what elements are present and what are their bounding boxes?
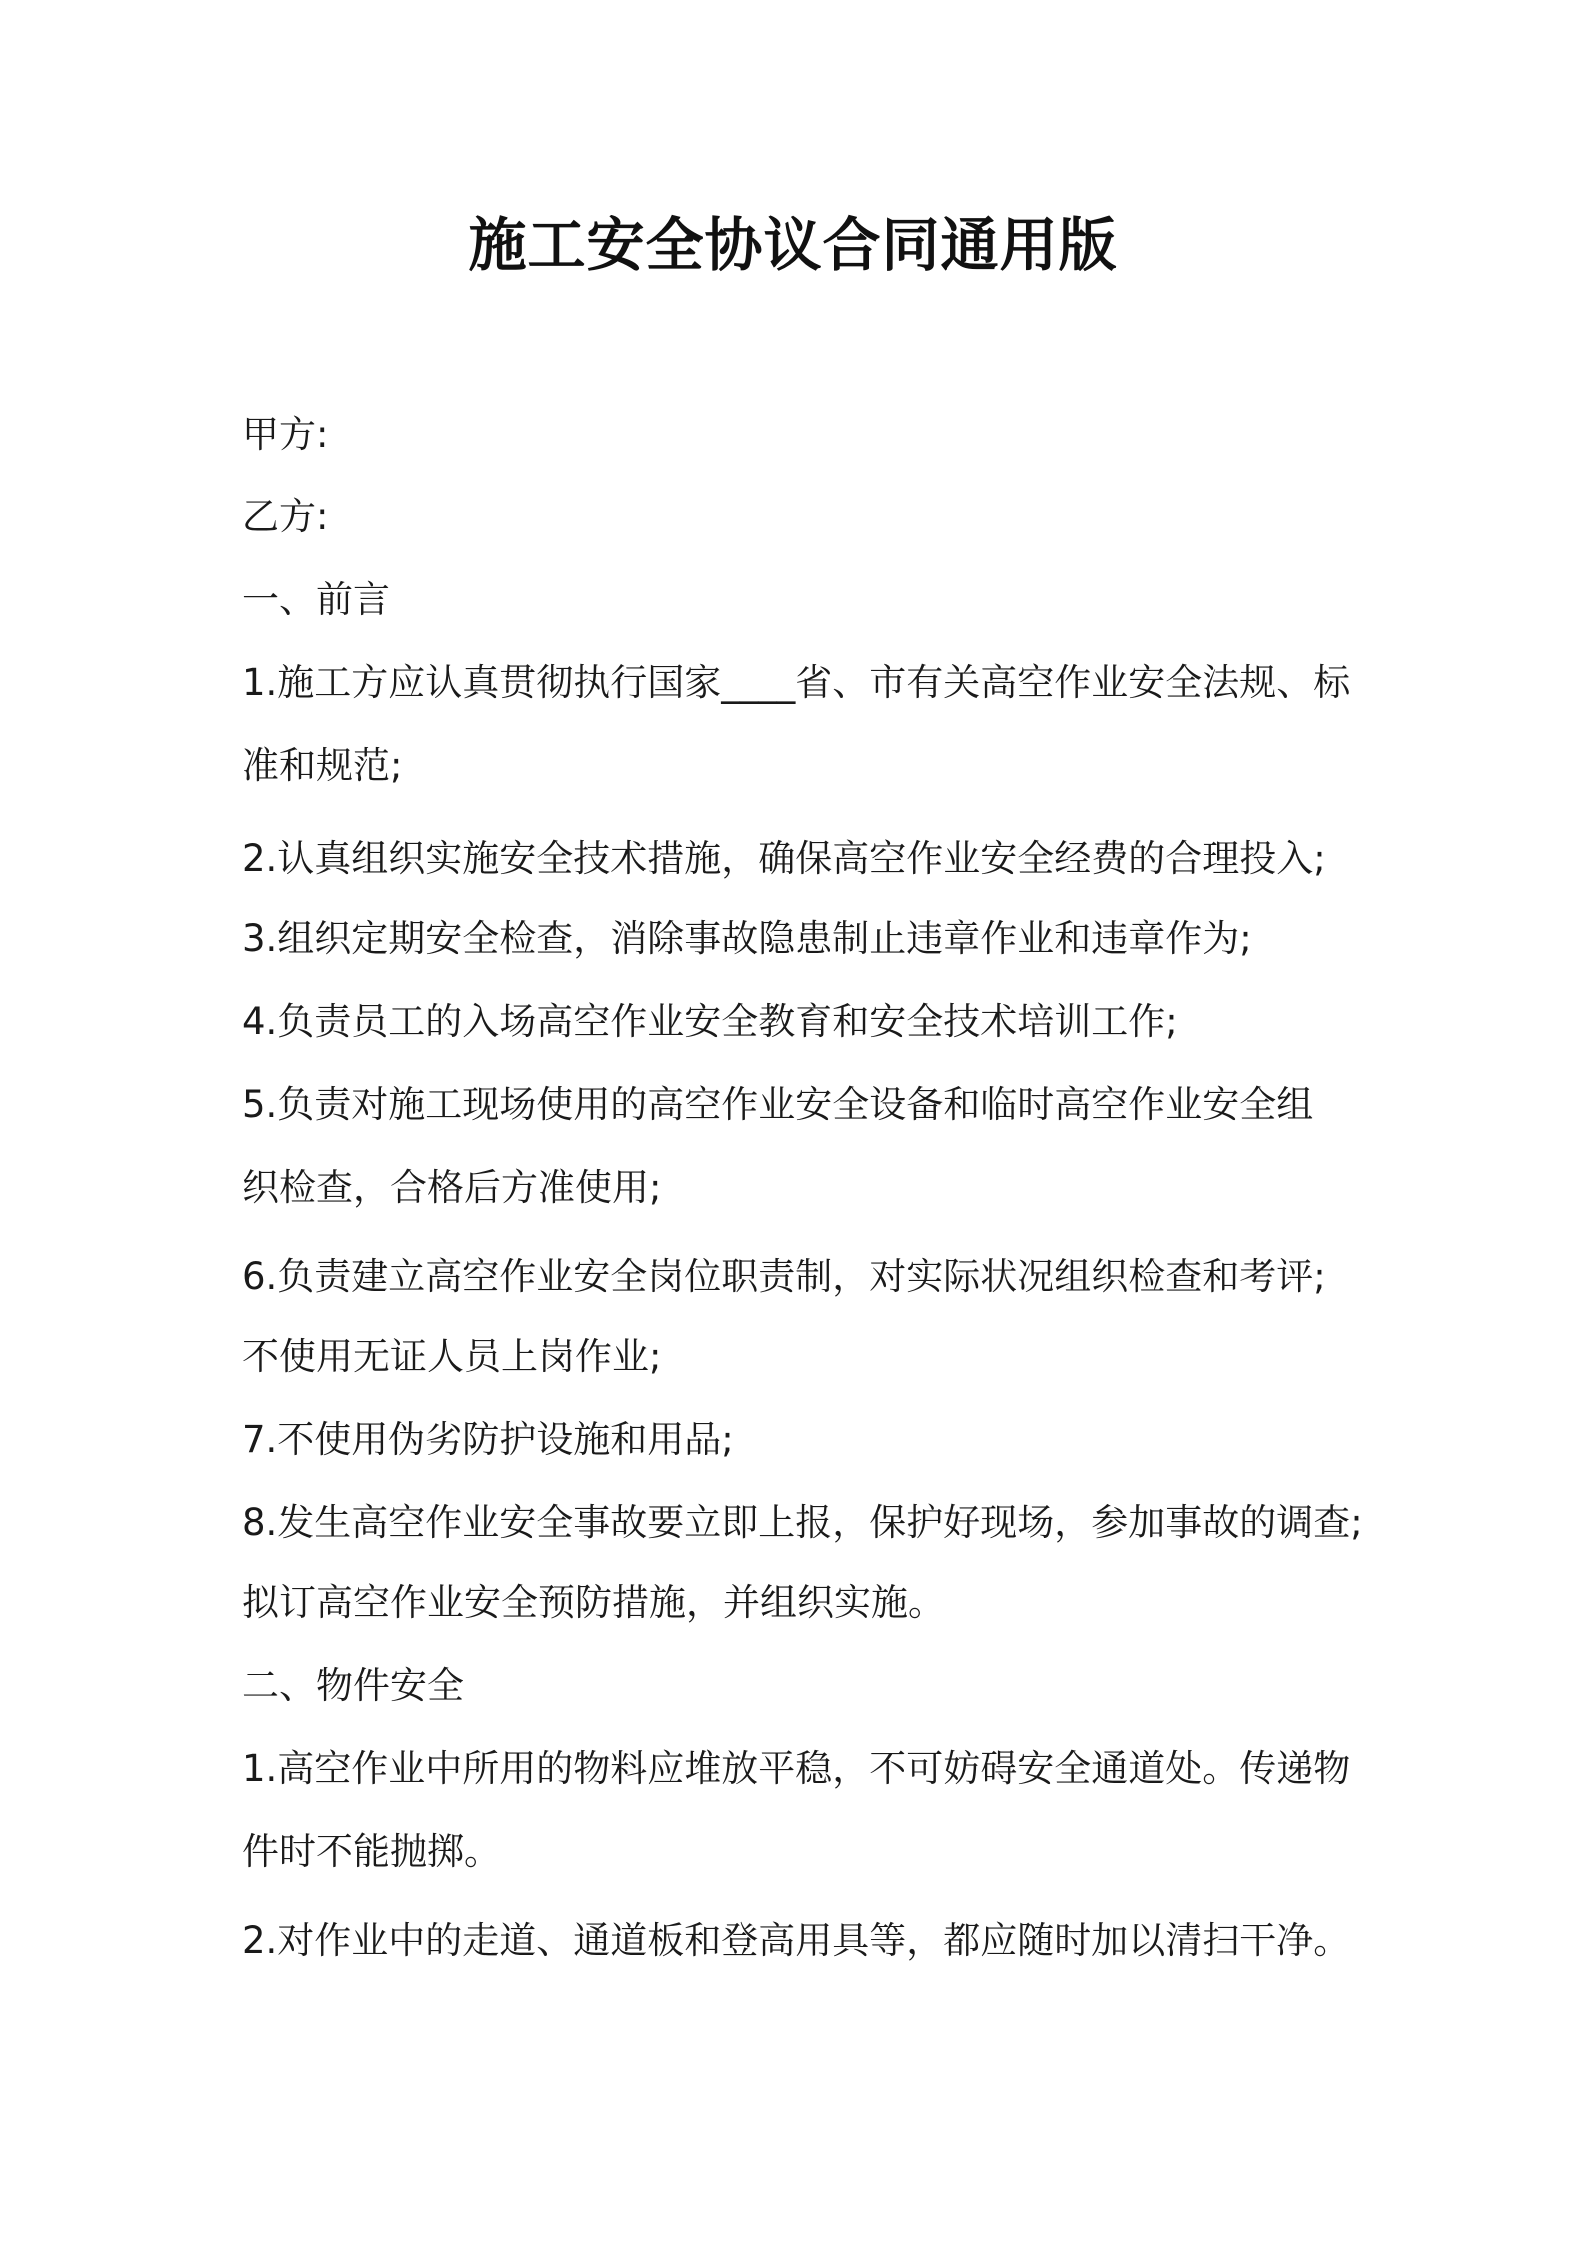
clause-1-5-line-1: 5.负责对施工现场使用的高空作业安全设备和临时高空作业安全组 bbox=[242, 1083, 1314, 1126]
clause-1-2: 2.认真组织实施安全技术措施，确保高空作业安全经费的合理投入; bbox=[242, 837, 1326, 880]
clause-2-1-line-2: 件时不能抛掷。 bbox=[242, 1830, 501, 1873]
clause-1-8-line-2: 拟订高空作业安全预防措施，并组织实施。 bbox=[242, 1581, 945, 1624]
clause-1-5-line-2: 织检查，合格后方准使用; bbox=[242, 1166, 662, 1209]
clause-1-7: 7.不使用伪劣防护设施和用品; bbox=[242, 1418, 734, 1461]
clause-1-6-line-2: 不使用无证人员上岗作业; bbox=[242, 1335, 662, 1378]
party-a-label: 甲方: bbox=[242, 413, 329, 456]
section-heading-preface: 一、前言 bbox=[242, 578, 390, 621]
clause-1-6-line-1: 6.负责建立高空作业安全岗位职责制，对实际状况组织检查和考评; bbox=[242, 1255, 1326, 1298]
clause-2-1-line-1: 1.高空作业中所用的物料应堆放平稳，不可妨碍安全通道处。传递物 bbox=[242, 1747, 1351, 1790]
clause-1-8-line-1: 8.发生高空作业安全事故要立即上报，保护好现场，参加事故的调查; bbox=[242, 1501, 1363, 1544]
clause-1-1-line-1: 1.施工方应认真贯彻执行国家____省、市有关高空作业安全法规、标 bbox=[242, 661, 1351, 704]
clause-1-4: 4.负责员工的入场高空作业安全教育和安全技术培训工作; bbox=[242, 1000, 1178, 1043]
clause-1-1-line-2: 准和规范; bbox=[242, 744, 403, 787]
document-title: 施工安全协议合同通用版 bbox=[468, 211, 1118, 279]
clause-2-2: 2.对作业中的走道、通道板和登高用具等，都应随时加以清扫干净。 bbox=[242, 1919, 1351, 1962]
party-b-label: 乙方: bbox=[242, 495, 329, 538]
section-heading-object-safety: 二、物件安全 bbox=[242, 1664, 464, 1707]
clause-1-3: 3.组织定期安全检查，消除事故隐患制止违章作业和违章作为; bbox=[242, 917, 1252, 960]
